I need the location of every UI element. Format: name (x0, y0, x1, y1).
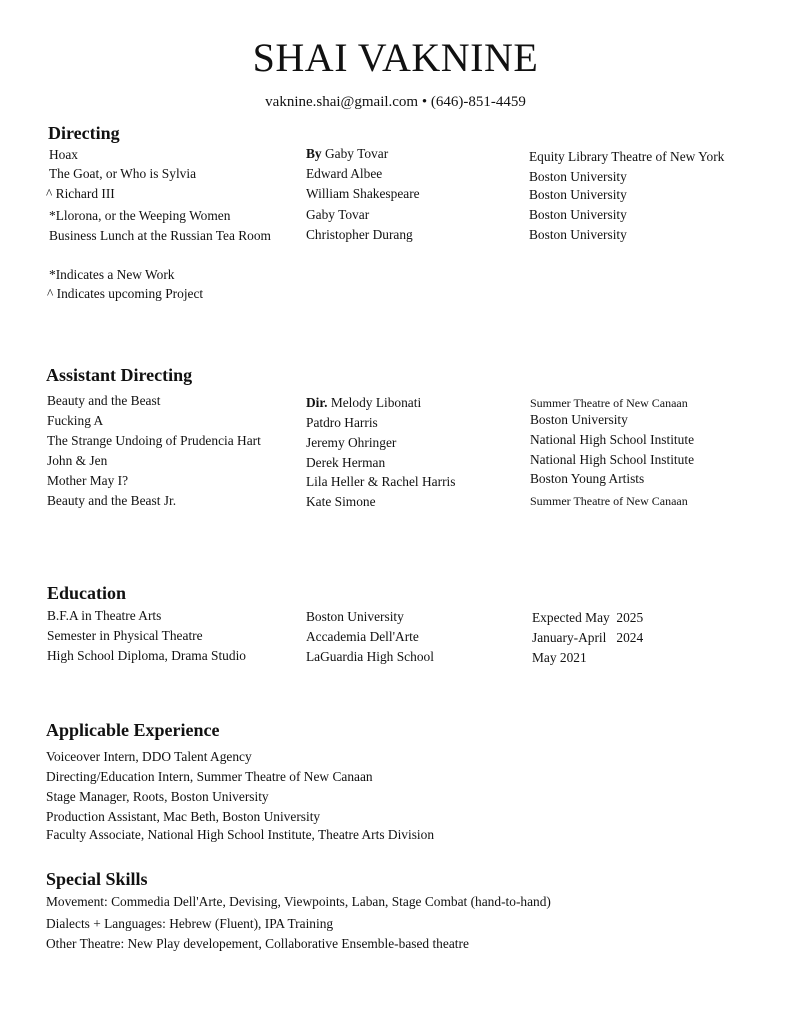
skills-item: Dialects + Languages: Hebrew (Fluent), IPA Training (46, 916, 334, 931)
assistant-venue: National High School Institute (530, 452, 695, 467)
assistant-title: John & Jen (47, 453, 108, 468)
assistant-director (306, 394, 421, 412)
assistant-venue: National High School Institute (530, 432, 695, 447)
director-name: Melody Libonati (330, 395, 422, 410)
directing-title: Hoax (49, 147, 79, 162)
directing-author (306, 145, 388, 163)
directing-venue: Boston University (529, 207, 627, 222)
experience-item: Faculty Associate, National High School Institute, Theatre Arts Division (46, 827, 435, 842)
assistant-title: Beauty and the Beast Jr. (47, 493, 177, 508)
experience-item: Voiceover Intern, DDO Talent Agency (46, 749, 252, 764)
author-name: Gaby Tovar (325, 146, 389, 161)
assistant-director: Lila Heller & Rachel Harris (306, 474, 456, 489)
directing-title: *Llorona, or the Weeping Women (49, 208, 231, 223)
assistant-director: Kate Simone (306, 494, 376, 509)
directing-venue: Boston University (529, 169, 627, 184)
section-heading-experience: Applicable Experience (46, 720, 220, 740)
directing-venue: Equity Library Theatre of New York (529, 149, 725, 164)
assistant-director: Patdro Harris (306, 415, 378, 430)
directing-author: Christopher Durang (306, 227, 413, 242)
assistant-venue: Summer Theatre of New Canaan (530, 396, 688, 410)
assistant-director: Derek Herman (306, 455, 386, 470)
experience-item: Production Assistant, Mac Beth, Boston University (46, 809, 321, 824)
education-school: LaGuardia High School (306, 649, 434, 664)
directing-title: Business Lunch at the Russian Tea Room (49, 228, 271, 243)
directing-venue: Boston University (529, 187, 627, 202)
directing-note: *Indicates a New Work (49, 267, 175, 282)
assistant-venue: Summer Theatre of New Canaan (530, 494, 688, 508)
education-degree: B.F.A in Theatre Arts (47, 608, 162, 623)
directing-note: ^ Indicates upcoming Project (47, 286, 204, 301)
section-heading-skills: Special Skills (46, 869, 148, 889)
education-date: Expected May 2025 (532, 610, 644, 625)
assistant-venue: Boston University (530, 412, 628, 427)
assistant-director: Jeremy Ohringer (306, 435, 397, 450)
section-heading-education: Education (47, 583, 127, 603)
education-date: January-April 2024 (532, 630, 644, 645)
education-degree: High School Diploma, Drama Studio (47, 648, 246, 663)
experience-item: Stage Manager, Roots, Boston University (46, 789, 269, 804)
education-school: Boston University (306, 609, 404, 624)
assistant-title: Beauty and the Beast (47, 393, 161, 408)
experience-item: Directing/Education Intern, Summer Theatre of New Canaan (46, 769, 373, 784)
author-label: By (306, 146, 322, 161)
assistant-title: Fucking A (47, 413, 104, 428)
directing-author: Edward Albee (306, 166, 383, 181)
assistant-title: The Strange Undoing of Prudencia Hart (47, 433, 261, 448)
directing-title: ^ Richard III (46, 186, 115, 201)
section-heading-directing: Directing (48, 123, 120, 143)
skills-item: Other Theatre: New Play developement, Collaborative Ensemble-based theatre (46, 936, 469, 951)
directing-venue: Boston University (529, 227, 627, 242)
name-heading: SHAI VAKNINE (252, 35, 539, 80)
director-label: Dir. (306, 395, 328, 410)
contact-line: vaknine.shai@gmail.com • (646)-851-4459 (265, 94, 526, 110)
directing-author: Gaby Tovar (306, 207, 370, 222)
education-date: May 2021 (532, 650, 587, 665)
directing-author: William Shakespeare (306, 186, 420, 201)
section-heading-assistant-directing: Assistant Directing (46, 365, 193, 385)
skills-item: Movement: Commedia Dell'Arte, Devising, Viewpoints, Laban, Stage Combat (hand-to-hand) (46, 894, 551, 909)
assistant-title: Mother May I? (47, 473, 129, 488)
education-degree: Semester in Physical Theatre (47, 628, 203, 643)
directing-title: The Goat, or Who is Sylvia (49, 166, 197, 181)
assistant-venue: Boston Young Artists (530, 471, 645, 486)
education-school: Accademia Dell'Arte (306, 629, 419, 644)
